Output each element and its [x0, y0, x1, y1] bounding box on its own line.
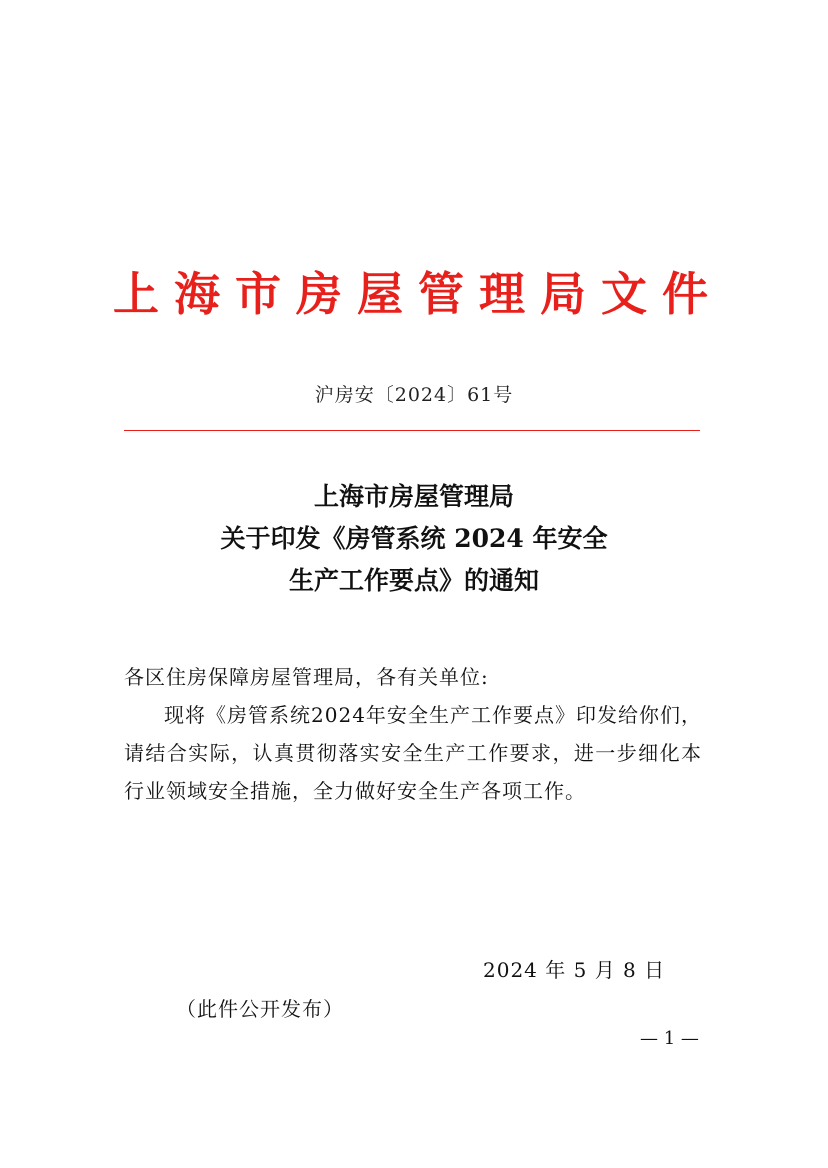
- issue-date: 2024 年 5 月 8 日: [483, 958, 666, 982]
- document-number: 沪房安〔2024〕61号: [314, 384, 514, 406]
- title-line-1: 上海市房屋管理局: [313, 482, 514, 511]
- page-number: — 1 —: [640, 1028, 699, 1049]
- publish-note: （此件公开发布）: [176, 997, 344, 1021]
- title-line-2: 关于印发《房管系统 2024 年安全: [220, 524, 608, 553]
- red-divider-line: [124, 430, 700, 431]
- notice-body: [124, 658, 702, 810]
- title-line-3: 生产工作要点》的通知: [288, 566, 539, 595]
- body-paragraph: 现将《房管系统2024年安全生产工作要点》印发给你们，请结合实际，认真贯彻落实安全生产工作要求，进一步细化本行业领域安全措施，全力做好安全生产各项工作。: [124, 703, 702, 803]
- masthead-title: 上海市房屋管理局文件: [113, 267, 723, 321]
- salutation: 各区住房保障房屋管理局，各有关单位:: [124, 665, 489, 689]
- notice-title: [0, 476, 828, 602]
